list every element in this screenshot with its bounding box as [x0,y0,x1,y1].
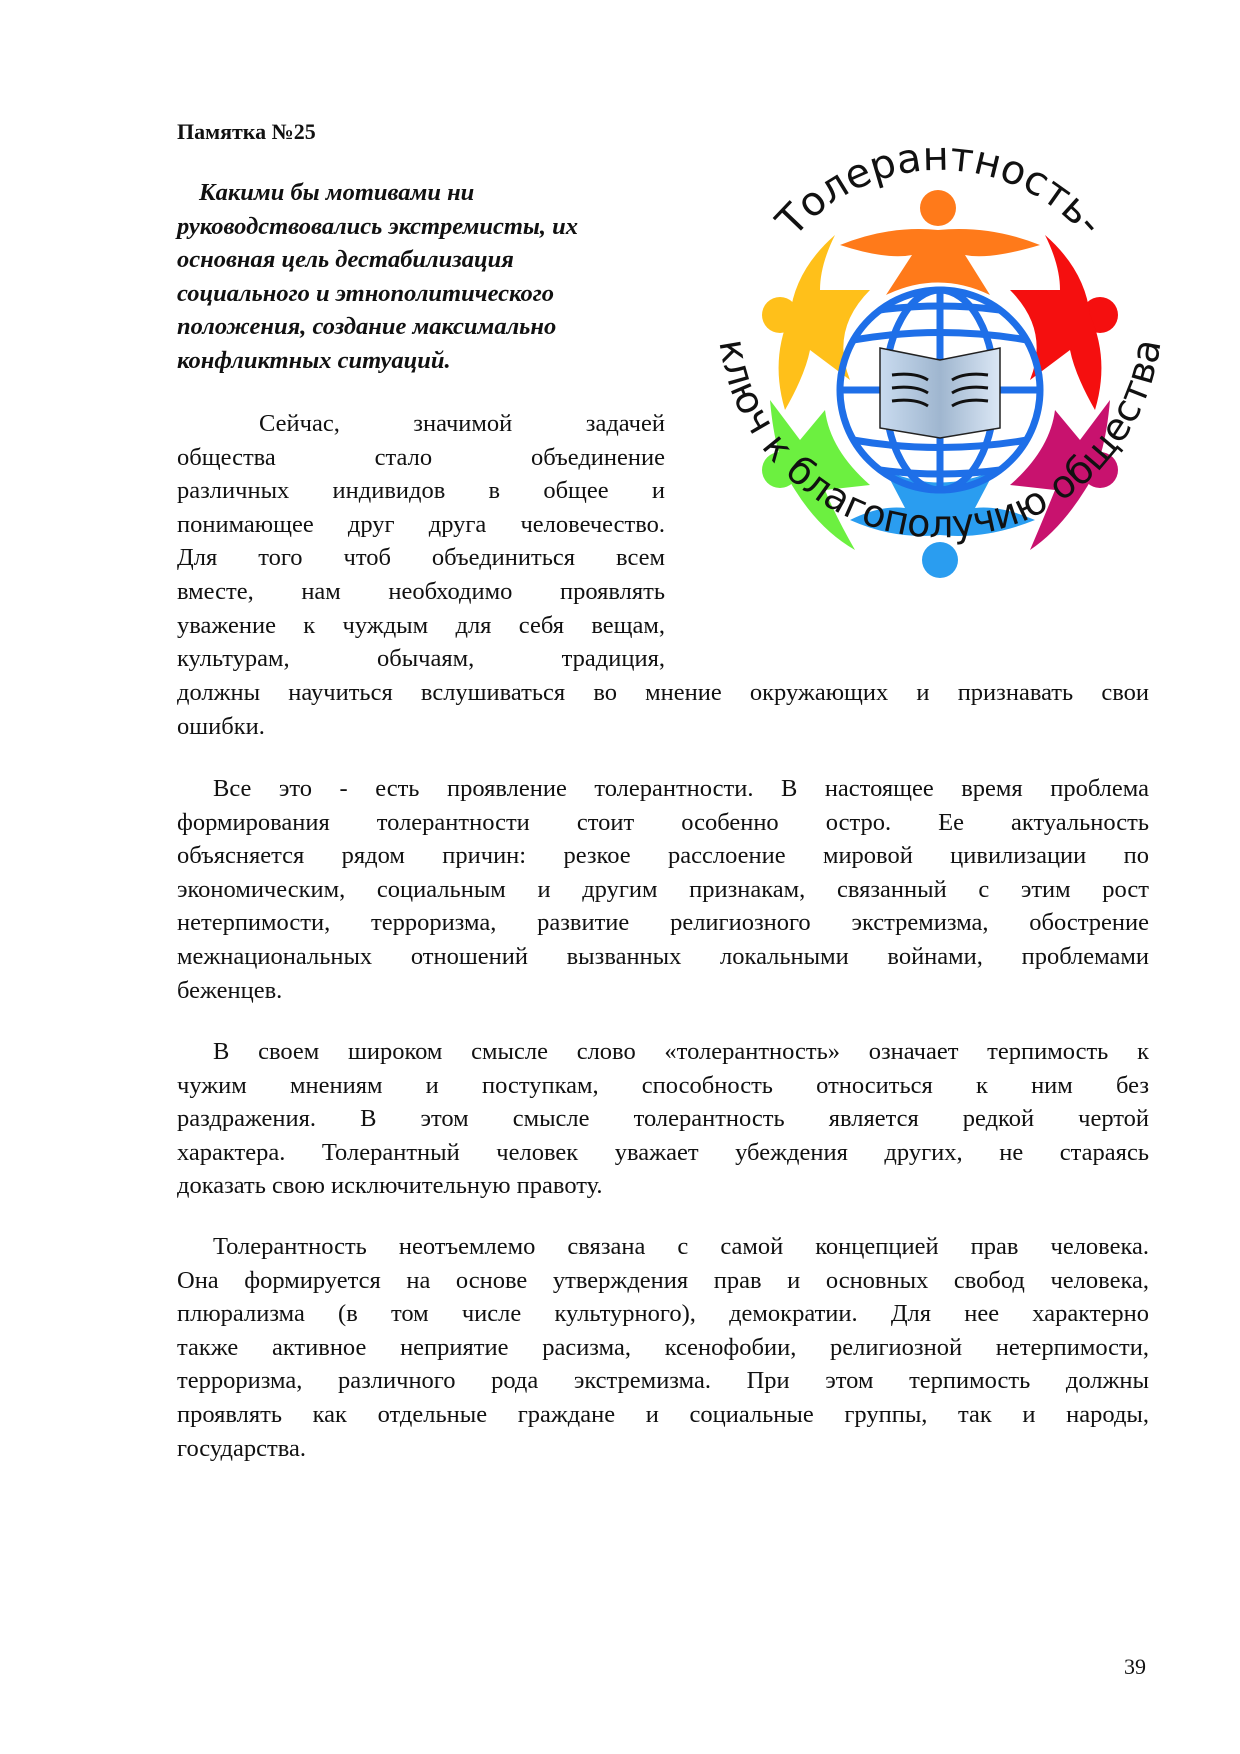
paragraph-1-column [177,407,665,676]
text-line: терроризма, различного рода экстремизма. При этом терпимость должны [177,1367,1149,1395]
text-line: доказать свою исключительную правоту. [177,1172,603,1200]
text-line: экономическим, социальным и другим признакам, связанный с этим рост [177,875,1149,903]
lead-line: социального и этнополитического [177,279,555,307]
tolerance-logo [690,130,1190,640]
memo-title: Памятка №25 [177,119,316,144]
text-line: Толерантность неотъемлемо связана с самой концепцией прав человека. [213,1233,1149,1260]
text-line: также активное неприятие расизма, ксенофобии, религиозной нетерпимости, [177,1333,1149,1361]
text-line: беженцев. [177,976,283,1004]
page-number: 39 [1124,1654,1146,1679]
logo-top-text: Толерантность- [767,133,1113,245]
text-line: должны научиться вслушиваться во мнение окружающих и признавать свои [177,679,1149,706]
text-line: культурам, обычаям, традиция, [177,645,665,673]
text-line: различных индивидов в общее и [177,477,665,505]
text-line: проявлять как отдельные граждане и социальные группы, так и народы, [177,1400,1149,1428]
paragraph-2 [177,772,1149,1007]
paragraph-3 [177,1035,1149,1203]
text-line: Она формируется на основе утверждения прав и основных свобод человека, [177,1266,1149,1294]
figure-yellow [762,235,870,410]
text-line: нетерпимости, терроризма, развитие религиозного экстремизма, обострение [177,909,1149,937]
text-line: межнациональных отношений вызванных локальными войнами, проблемами [177,942,1149,970]
text-line: ошибки. [177,712,265,740]
paragraph-4 [177,1230,1149,1465]
text-line: объясняется рядом причин: резкое расслоение мировой цивилизации по [177,842,1149,870]
lead-line: положения, создание максимально [177,313,557,341]
figure-red [1010,235,1118,410]
text-line: раздражения. В этом смысле толерантность является редкой чертой [177,1105,1149,1133]
lead-line: руководствовались экстремисты, их [177,212,579,240]
text-line: общества стало объединение [177,443,665,471]
open-book-icon [880,348,1000,438]
text-line: Сейчас, значимой задачей [259,410,665,437]
text-line: чужим мнениям и поступкам, способность относиться к ним без [177,1071,1149,1099]
text-line: плюрализма (в том числе культурного), демократии. Для нее характерно [177,1300,1149,1328]
text-line: уважение к чуждым для себя вещам, [177,611,665,639]
text-line: Все это - есть проявление толерантности. В настоящее время проблема [213,775,1149,802]
lead-line: конфликтных ситуаций. [177,346,451,374]
lead-line: Какими бы мотивами ни [199,179,475,206]
figure-orange [840,190,1040,295]
text-line: вместе, нам необходимо проявлять [177,577,665,605]
text-line: формирования толерантности стоит особенно остро. Ее актуальность [177,808,1149,836]
text-line: В своем широком смысле слово «толерантность» означает терпимость к [213,1038,1149,1065]
lead-line: основная цель дестабилизация [177,246,514,274]
lead-paragraph [177,176,677,378]
text-line: государства. [177,1434,306,1462]
text-line: Для того чтоб объединиться всем [177,544,665,572]
text-line: понимающее друг друга человечество. [177,510,665,538]
text-line: характера. Толерантный человек уважает убеждения других, не стараясь [177,1138,1149,1166]
paragraph-1-continued [177,676,1149,743]
logo-bottom-text: ключ к благополучию общества [710,335,1170,547]
